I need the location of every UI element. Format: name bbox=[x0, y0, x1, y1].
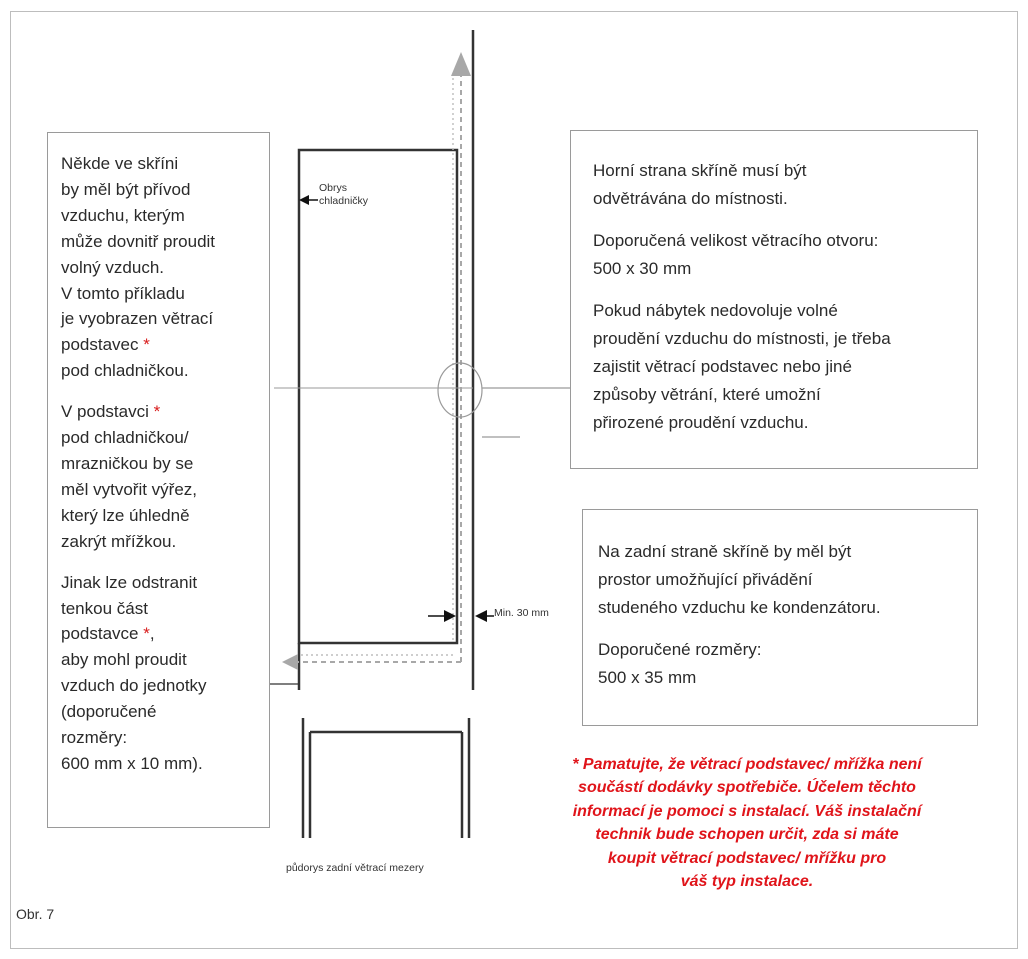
bottom-right-line-2: prostor umožňující přivádění bbox=[598, 570, 813, 589]
airflow-up-arrow-icon bbox=[451, 52, 471, 76]
left-line-21: (doporučené bbox=[61, 702, 157, 722]
left-line-3: vzduchu, kterým bbox=[61, 205, 185, 225]
top-right-line-6: proudění vzduchu do místnosti, je třeba bbox=[593, 329, 891, 348]
top-right-line-8: způsoby větrání, které umožní bbox=[593, 385, 821, 404]
left-line-18-suffix: , bbox=[149, 624, 155, 644]
left-line-23: 600 mm x 10 mm). bbox=[61, 753, 203, 773]
left-line-18 bbox=[61, 621, 269, 647]
bottom-right-line-1: Na zadní straně skříně by měl být bbox=[598, 542, 852, 561]
left-text-box bbox=[47, 132, 270, 828]
left-line-20: vzduch do jednotky bbox=[61, 676, 207, 696]
left-line-14: který lze úhledně bbox=[61, 505, 190, 525]
left-line-22: rozměry: bbox=[61, 728, 128, 748]
left-line-11: pod chladničkou/ bbox=[61, 428, 189, 448]
left-line-10 bbox=[61, 399, 269, 425]
left-line-6: V tomto příkladu bbox=[61, 283, 185, 303]
left-line-15: zakrýt mřížkou. bbox=[61, 531, 177, 551]
left-line-12: mrazničkou by se bbox=[61, 453, 194, 473]
left-line-8-text: podstavec bbox=[61, 335, 139, 355]
obrys-arrow-head-icon bbox=[299, 195, 309, 205]
fridge-outline-label-line-2: chladničky bbox=[319, 195, 369, 207]
gap-arrow-right-head-icon bbox=[475, 610, 487, 622]
bottom-right-line-3: studeného vzduchu ke kondenzátoru. bbox=[598, 598, 881, 617]
note-line-5: koupit větrací podstavec/ mřížku pro bbox=[607, 849, 887, 867]
left-line-17: tenkou část bbox=[61, 598, 148, 618]
bottom-right-line-5: 500 x 35 mm bbox=[598, 668, 697, 687]
bottom-right-text-box bbox=[582, 509, 978, 726]
fridge-outline-label bbox=[319, 182, 368, 208]
top-right-line-9: přirozené proudění vzduchu. bbox=[593, 413, 809, 432]
asterisk-marker: * bbox=[143, 624, 150, 644]
top-right-line-7: zajistit větrací podstavec nebo jiné bbox=[593, 357, 852, 376]
left-line-2: by měl být přívod bbox=[61, 179, 191, 199]
top-right-line-2: odvětrávána do místnosti. bbox=[593, 189, 788, 208]
fridge-outline-label-line-1: Obrys bbox=[319, 182, 348, 194]
asterisk-marker: * bbox=[153, 402, 161, 422]
gap-arrow-left-head-icon bbox=[444, 610, 456, 622]
disclaimer-note bbox=[508, 753, 986, 893]
top-right-line-1: Horní strana skříně musí být bbox=[593, 161, 807, 180]
left-line-7: je vyobrazen větrací bbox=[61, 309, 214, 329]
left-line-4: může dovnitř proudit bbox=[61, 231, 216, 251]
left-line-8 bbox=[61, 332, 269, 358]
left-line-10-text: V podstavci bbox=[61, 402, 149, 422]
top-right-line-5: Pokud nábytek nedovoluje volné bbox=[593, 301, 838, 320]
left-line-16: Jinak lze odstranit bbox=[61, 572, 198, 592]
top-right-line-3: Doporučená velikost větracího otvoru: bbox=[593, 231, 879, 250]
fridge-outline bbox=[299, 150, 457, 643]
plan-view bbox=[303, 718, 469, 838]
bottom-right-line-4: Doporučené rozměry: bbox=[598, 640, 762, 659]
note-line-6: váš typ instalace. bbox=[680, 873, 814, 891]
note-line-4: technik bude schopen určit, zda si máte bbox=[595, 826, 899, 844]
plan-view-caption: půdorys zadní větrací mezery bbox=[286, 862, 424, 874]
note-line-3: informací je pomoci s instalací. Váš instalační bbox=[572, 802, 922, 820]
note-line-2: součástí dodávky spotřebiče. Účelem těchto bbox=[578, 779, 916, 797]
top-right-text-box bbox=[570, 130, 978, 469]
top-right-line-4: 500 x 30 mm bbox=[593, 259, 692, 278]
left-line-5: volný vzduch. bbox=[61, 257, 164, 277]
left-line-18-text: podstavce bbox=[61, 624, 139, 644]
left-line-1: Někde ve skříni bbox=[61, 154, 179, 173]
note-line-1: * Pamatujte, že větrací podstavec/ mřížka není bbox=[572, 756, 922, 773]
left-line-19: aby mohl proudit bbox=[61, 650, 187, 670]
figure-number: Obr. 7 bbox=[16, 906, 55, 922]
min-gap-label: Min. 30 mm bbox=[494, 607, 549, 619]
left-line-9: pod chladničkou. bbox=[61, 361, 189, 381]
left-line-13: měl vytvořit výřez, bbox=[61, 479, 198, 499]
asterisk-marker: * bbox=[143, 335, 150, 355]
airflow-in-arrow-icon bbox=[282, 654, 298, 670]
